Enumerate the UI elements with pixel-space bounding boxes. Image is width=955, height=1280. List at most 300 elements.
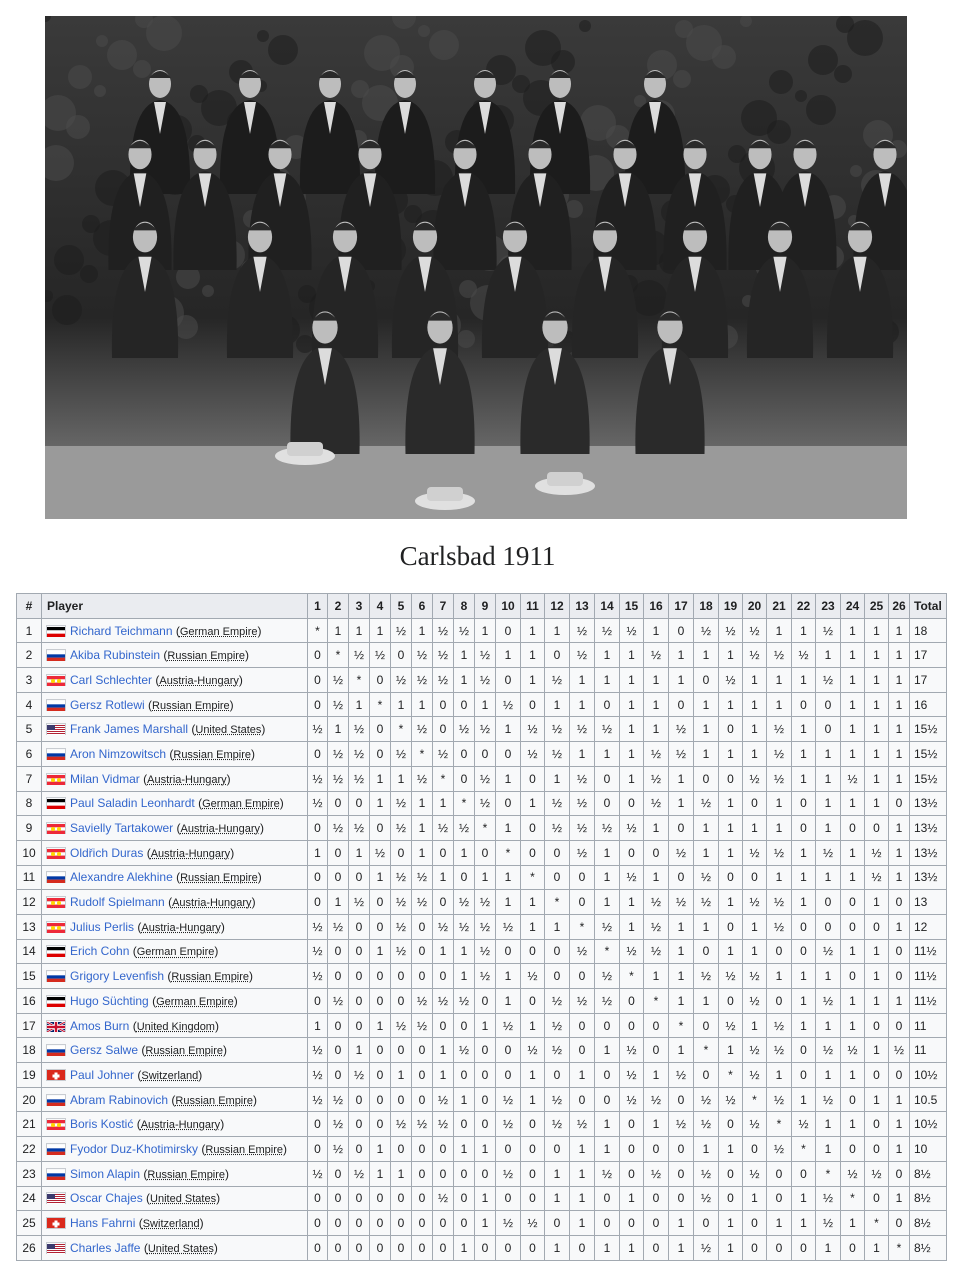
country-link[interactable]: Russian Empire <box>147 1168 226 1181</box>
score-cell: 0 <box>719 1186 743 1211</box>
country-link[interactable]: Russian Empire <box>173 748 252 761</box>
score-cell: 0 <box>454 1211 475 1236</box>
score-cell: 0 <box>496 742 521 767</box>
score-cell: 1 <box>816 1013 841 1038</box>
player-link[interactable]: Simon Alapin <box>70 1166 141 1181</box>
header-player: Player <box>42 594 308 619</box>
player-link[interactable]: Gersz Rotlewi <box>70 697 145 712</box>
score-cell: 0 <box>669 1087 694 1112</box>
score-cell: 1 <box>620 766 644 791</box>
player-link[interactable]: Grigory Levenfish <box>70 969 165 984</box>
score-cell: ½ <box>391 791 412 816</box>
score-cell: 1 <box>743 717 767 742</box>
score-cell: ½ <box>694 1112 719 1137</box>
score-cell: * <box>841 1186 865 1211</box>
score-cell: ½ <box>767 717 792 742</box>
score-cell: 1 <box>620 717 644 742</box>
score-cell: 1 <box>792 989 816 1014</box>
score-cell: 1 <box>669 668 694 693</box>
score-cell: 0 <box>328 1161 349 1186</box>
score-cell: 0 <box>328 1186 349 1211</box>
score-cell: 1 <box>475 1211 496 1236</box>
score-cell: ½ <box>454 914 475 939</box>
score-cell: 0 <box>370 1211 391 1236</box>
table-row <box>17 1211 947 1236</box>
score-cell: 1 <box>816 1235 841 1260</box>
score-cell: 1 <box>816 643 841 668</box>
score-cell: 0 <box>644 1038 669 1063</box>
score-cell: 1 <box>816 1137 841 1162</box>
player-cell: Oscar Chajes (United States) <box>42 1186 308 1211</box>
score-cell: ½ <box>743 840 767 865</box>
score-cell: 0 <box>433 692 454 717</box>
country-link[interactable]: Austria-Hungary <box>172 897 252 910</box>
score-cell: 0 <box>349 791 370 816</box>
score-cell: 1 <box>496 964 521 989</box>
score-cell: ½ <box>475 939 496 964</box>
score-cell: 0 <box>570 1013 595 1038</box>
player-link[interactable]: Frank James Marshall <box>70 722 189 737</box>
total-cell: 13 <box>910 890 947 915</box>
flag-icon <box>46 797 66 809</box>
score-cell: ½ <box>620 618 644 643</box>
score-cell: 0 <box>433 1235 454 1260</box>
score-cell: 1 <box>370 865 391 890</box>
country-link[interactable]: German Empire <box>136 946 215 959</box>
score-cell: 0 <box>889 1161 910 1186</box>
score-cell: ½ <box>743 1161 767 1186</box>
score-cell: ½ <box>816 989 841 1014</box>
score-cell: * <box>521 865 545 890</box>
score-cell: 0 <box>328 865 349 890</box>
score-cell: 1 <box>349 618 370 643</box>
score-cell: 0 <box>475 1235 496 1260</box>
score-cell: ½ <box>433 618 454 643</box>
country-link[interactable]: Russian Empire <box>171 971 250 984</box>
score-cell: * <box>545 890 570 915</box>
score-cell: 0 <box>841 1087 865 1112</box>
country-link[interactable]: Russian Empire <box>205 1143 284 1156</box>
score-cell: 0 <box>792 692 816 717</box>
score-cell: 0 <box>412 964 433 989</box>
score-cell: ½ <box>694 865 719 890</box>
score-cell: 0 <box>767 989 792 1014</box>
score-cell: ½ <box>816 939 841 964</box>
table-row <box>17 914 947 939</box>
table-row <box>17 890 947 915</box>
score-cell: 1 <box>521 791 545 816</box>
table-row <box>17 1038 947 1063</box>
rank-cell: 5 <box>17 717 42 742</box>
total-cell: 11 <box>910 1013 947 1038</box>
score-cell: 1 <box>521 914 545 939</box>
score-cell: ½ <box>475 643 496 668</box>
country-link[interactable]: Austria-Hungary <box>141 921 221 934</box>
score-cell: 1 <box>865 643 889 668</box>
score-cell: 1 <box>595 890 620 915</box>
player-cell: Gersz Rotlewi (Russian Empire) <box>42 692 308 717</box>
score-cell: 0 <box>841 1235 865 1260</box>
score-cell: 1 <box>669 914 694 939</box>
score-cell: 0 <box>889 1013 910 1038</box>
score-cell: 0 <box>370 717 391 742</box>
player-link[interactable]: Alexandre Alekhine <box>70 870 173 885</box>
score-cell: 1 <box>694 742 719 767</box>
score-cell: ½ <box>496 1211 521 1236</box>
player-link[interactable]: Paul Johner <box>70 1067 135 1082</box>
score-cell: ½ <box>816 668 841 693</box>
score-cell: 1 <box>370 1161 391 1186</box>
score-cell: 0 <box>694 668 719 693</box>
score-cell: 1 <box>865 964 889 989</box>
score-cell: 1 <box>889 989 910 1014</box>
rank-cell: 12 <box>17 890 42 915</box>
player-cell: Gersz Salwe (Russian Empire) <box>42 1038 308 1063</box>
score-cell: 0 <box>454 1063 475 1088</box>
score-cell: ½ <box>328 914 349 939</box>
score-cell: ½ <box>570 791 595 816</box>
score-cell: 0 <box>391 1211 412 1236</box>
score-cell: ½ <box>841 1161 865 1186</box>
player-link[interactable]: Milan Vidmar <box>70 771 140 786</box>
score-cell: ½ <box>454 1038 475 1063</box>
player-link[interactable]: Gersz Salwe <box>70 1043 139 1058</box>
rank-cell: 26 <box>17 1235 42 1260</box>
country-link[interactable]: Russian Empire <box>167 650 246 663</box>
score-cell: 1 <box>644 618 669 643</box>
score-cell: 0 <box>570 1038 595 1063</box>
score-cell: ½ <box>644 914 669 939</box>
score-cell: 0 <box>644 1013 669 1038</box>
country-link[interactable]: United States <box>150 1193 217 1206</box>
score-cell: 0 <box>743 1137 767 1162</box>
score-cell: 1 <box>370 939 391 964</box>
score-cell: 1 <box>841 1063 865 1088</box>
player-link[interactable]: Fyodor Duz-Khotimirsky <box>70 1141 199 1156</box>
country-link[interactable]: United States <box>147 1242 214 1255</box>
score-cell: ½ <box>545 717 570 742</box>
rank-cell: 20 <box>17 1087 42 1112</box>
player-link[interactable]: Paul Saladin Leonhardt <box>70 796 195 811</box>
score-cell: ½ <box>328 766 349 791</box>
score-cell: 1 <box>841 1112 865 1137</box>
score-cell: 0 <box>595 1063 620 1088</box>
country-link[interactable]: Russian Empire <box>175 1094 254 1107</box>
score-cell: 1 <box>694 840 719 865</box>
score-cell: 1 <box>521 618 545 643</box>
score-cell: 1 <box>496 816 521 841</box>
score-cell: ½ <box>433 989 454 1014</box>
total-cell: 18 <box>910 618 947 643</box>
player-cell: Boris Kostić (Austria-Hungary) <box>42 1112 308 1137</box>
table-row <box>17 1235 947 1260</box>
score-cell: 0 <box>743 865 767 890</box>
score-cell: 1 <box>743 668 767 693</box>
score-cell: ½ <box>644 1087 669 1112</box>
player-link[interactable]: Savielly Tartakower <box>70 821 174 836</box>
country-link[interactable]: Switzerland <box>142 1218 200 1231</box>
score-cell: ½ <box>865 840 889 865</box>
score-cell: 1 <box>889 816 910 841</box>
player-link[interactable]: Aron Nimzowitsch <box>70 746 167 761</box>
score-cell: 1 <box>644 816 669 841</box>
player-cell: Oldřich Duras (Austria-Hungary) <box>42 840 308 865</box>
player-cell: Paul Saladin Leonhardt (German Empire) <box>42 791 308 816</box>
country-link[interactable]: Switzerland <box>141 1069 199 1082</box>
score-cell: 1 <box>694 914 719 939</box>
score-cell: 1 <box>841 668 865 693</box>
score-cell: ½ <box>570 816 595 841</box>
score-cell: 0 <box>308 890 328 915</box>
country-link[interactable]: German Empire <box>202 798 280 811</box>
score-cell: 0 <box>328 1038 349 1063</box>
score-cell: 0 <box>644 1186 669 1211</box>
player-link[interactable]: Oldřich Duras <box>70 845 144 860</box>
player-link[interactable]: Boris Kostić <box>70 1117 134 1132</box>
score-cell: 0 <box>308 668 328 693</box>
score-cell: ½ <box>412 890 433 915</box>
score-cell: 0 <box>349 939 370 964</box>
score-cell: 1 <box>595 865 620 890</box>
flag-icon <box>46 945 66 957</box>
table-row <box>17 816 947 841</box>
score-cell: 1 <box>644 692 669 717</box>
score-cell: * <box>889 1235 910 1260</box>
score-cell: 0 <box>391 643 412 668</box>
header-opponent-1: 1 <box>308 594 328 619</box>
player-link[interactable]: Charles Jaffe <box>70 1240 141 1255</box>
score-cell: ½ <box>475 890 496 915</box>
country-link[interactable]: Russian Empire <box>145 1045 224 1058</box>
country-link[interactable]: United Kingdom <box>136 1020 215 1033</box>
rank-cell: 8 <box>17 791 42 816</box>
score-cell: 1 <box>743 914 767 939</box>
score-cell: 1 <box>644 668 669 693</box>
score-cell: ½ <box>391 668 412 693</box>
total-cell: 15½ <box>910 717 947 742</box>
score-cell: 1 <box>475 1137 496 1162</box>
score-cell: 1 <box>719 791 743 816</box>
player-cell: Hans Fahrni (Switzerland) <box>42 1211 308 1236</box>
rank-cell: 9 <box>17 816 42 841</box>
total-cell: 16 <box>910 692 947 717</box>
total-cell: 13½ <box>910 865 947 890</box>
score-cell: 1 <box>370 791 391 816</box>
score-cell: ½ <box>694 618 719 643</box>
score-cell: ½ <box>767 742 792 767</box>
score-cell: 1 <box>865 717 889 742</box>
score-cell: 1 <box>792 1211 816 1236</box>
score-cell: ½ <box>865 865 889 890</box>
score-cell: * <box>370 692 391 717</box>
score-cell: 0 <box>433 717 454 742</box>
rank-cell: 10 <box>17 840 42 865</box>
score-cell: 0 <box>669 1137 694 1162</box>
score-cell: 1 <box>328 717 349 742</box>
score-cell: * <box>475 816 496 841</box>
player-link[interactable]: Amos Burn <box>70 1018 130 1033</box>
player-link[interactable]: Carl Schlechter <box>70 672 153 687</box>
rank-cell: 16 <box>17 989 42 1014</box>
country-link[interactable]: German Empire <box>156 995 234 1008</box>
score-cell: ½ <box>391 816 412 841</box>
country-link[interactable]: Russian Empire <box>152 699 230 712</box>
score-cell: 1 <box>669 1211 694 1236</box>
score-cell: 0 <box>349 1013 370 1038</box>
score-cell: 1 <box>391 1161 412 1186</box>
total-cell: 17 <box>910 643 947 668</box>
score-cell: ½ <box>719 964 743 989</box>
player-cell: Alexandre Alekhine (Russian Empire) <box>42 865 308 890</box>
score-cell: 0 <box>370 914 391 939</box>
score-cell: 0 <box>889 1063 910 1088</box>
score-cell: ½ <box>328 1087 349 1112</box>
score-cell: 1 <box>792 1087 816 1112</box>
country-link[interactable]: German Empire <box>179 625 258 638</box>
score-cell: 0 <box>349 1186 370 1211</box>
score-cell: 1 <box>719 742 743 767</box>
score-cell: 1 <box>841 742 865 767</box>
score-cell: ½ <box>496 1013 521 1038</box>
score-cell: 0 <box>865 816 889 841</box>
score-cell: ½ <box>644 791 669 816</box>
score-cell: 1 <box>570 692 595 717</box>
country-link[interactable]: Austria-Hungary <box>147 773 227 786</box>
player-cell: Simon Alapin (Russian Empire) <box>42 1161 308 1186</box>
score-cell: ½ <box>644 890 669 915</box>
score-cell: 1 <box>475 1013 496 1038</box>
header-opponent-13: 13 <box>570 594 595 619</box>
score-cell: ½ <box>595 914 620 939</box>
score-cell: * <box>349 668 370 693</box>
score-cell: 1 <box>743 1013 767 1038</box>
header-opponent-6: 6 <box>412 594 433 619</box>
score-cell: ½ <box>669 1112 694 1137</box>
flag-icon <box>46 1217 66 1229</box>
score-cell: 1 <box>521 668 545 693</box>
score-cell: ½ <box>391 1013 412 1038</box>
score-cell: 0 <box>889 939 910 964</box>
score-cell: 1 <box>841 840 865 865</box>
score-cell: 1 <box>669 791 694 816</box>
score-cell: 1 <box>865 939 889 964</box>
player-link[interactable]: Julius Perlis <box>70 919 135 934</box>
country-link[interactable]: Austria-Hungary <box>159 674 239 687</box>
score-cell: 0 <box>328 939 349 964</box>
score-cell: ½ <box>391 1112 412 1137</box>
score-cell: 0 <box>669 1186 694 1211</box>
score-cell: 1 <box>792 766 816 791</box>
score-cell: ½ <box>570 717 595 742</box>
score-cell: 0 <box>719 766 743 791</box>
score-cell: ½ <box>328 816 349 841</box>
score-cell: ½ <box>792 643 816 668</box>
player-link[interactable]: Oscar Chajes <box>70 1191 143 1206</box>
score-cell: 0 <box>719 914 743 939</box>
score-cell: 1 <box>792 1013 816 1038</box>
table-row <box>17 939 947 964</box>
total-cell: 15½ <box>910 742 947 767</box>
player-link[interactable]: Akiba Rubinstein <box>70 648 161 663</box>
score-cell: ½ <box>412 865 433 890</box>
player-cell: Aron Nimzowitsch (Russian Empire) <box>42 742 308 767</box>
total-cell: 8½ <box>910 1161 947 1186</box>
score-cell: 0 <box>767 1161 792 1186</box>
country-link[interactable]: Russian Empire <box>180 872 258 885</box>
flag-icon <box>46 871 66 883</box>
score-cell: 0 <box>595 1211 620 1236</box>
flag-icon <box>46 847 66 859</box>
player-link[interactable]: Erich Cohn <box>70 944 130 959</box>
player-cell: Erich Cohn (German Empire) <box>42 939 308 964</box>
score-cell: 1 <box>595 742 620 767</box>
score-cell: ½ <box>433 1112 454 1137</box>
player-link[interactable]: Richard Teichmann <box>70 623 173 638</box>
score-cell: 1 <box>719 939 743 964</box>
score-cell: 0 <box>391 1137 412 1162</box>
total-cell: 12 <box>910 914 947 939</box>
score-cell: 1 <box>792 618 816 643</box>
score-cell: ½ <box>767 890 792 915</box>
country-link[interactable]: Austria-Hungary <box>140 1119 221 1132</box>
score-cell: 0 <box>719 989 743 1014</box>
score-cell: 0 <box>496 791 521 816</box>
score-cell: 1 <box>743 939 767 964</box>
score-cell: 0 <box>545 865 570 890</box>
score-cell: 1 <box>889 914 910 939</box>
rank-cell: 2 <box>17 643 42 668</box>
score-cell: 1 <box>620 692 644 717</box>
score-cell: 1 <box>370 1137 391 1162</box>
rank-cell: 6 <box>17 742 42 767</box>
score-cell: 1 <box>767 668 792 693</box>
country-link[interactable]: United States <box>195 724 262 737</box>
score-cell: ½ <box>521 717 545 742</box>
score-cell: ½ <box>308 939 328 964</box>
flag-icon <box>46 995 66 1007</box>
header-opponent-8: 8 <box>454 594 475 619</box>
score-cell: 0 <box>370 1186 391 1211</box>
score-cell: ½ <box>496 692 521 717</box>
score-cell: 0 <box>719 1112 743 1137</box>
score-cell: 0 <box>792 791 816 816</box>
score-cell: ½ <box>496 1087 521 1112</box>
player-link[interactable]: Rudolf Spielmann <box>70 895 165 910</box>
score-cell: 0 <box>865 1112 889 1137</box>
flag-icon <box>46 723 66 735</box>
rank-cell: 3 <box>17 668 42 693</box>
score-cell: 1 <box>767 618 792 643</box>
score-cell: 0 <box>391 1235 412 1260</box>
player-link[interactable]: Abram Rabinovich <box>70 1092 169 1107</box>
score-cell: 0 <box>412 1038 433 1063</box>
score-cell: ½ <box>349 816 370 841</box>
total-cell: 10½ <box>910 1063 947 1088</box>
player-link[interactable]: Hans Fahrni <box>70 1216 136 1231</box>
score-cell: 0 <box>496 668 521 693</box>
score-cell: 0 <box>412 1087 433 1112</box>
score-cell: ½ <box>412 766 433 791</box>
table-row <box>17 989 947 1014</box>
country-link[interactable]: Austria-Hungary <box>150 847 231 860</box>
score-cell: 0 <box>308 1235 328 1260</box>
country-link[interactable]: Austria-Hungary <box>180 823 260 836</box>
player-link[interactable]: Hugo Süchting <box>70 993 149 1008</box>
score-cell: 0 <box>545 964 570 989</box>
score-cell: 0 <box>841 816 865 841</box>
player-cell: Carl Schlechter (Austria-Hungary) <box>42 668 308 693</box>
score-cell: 1 <box>620 742 644 767</box>
